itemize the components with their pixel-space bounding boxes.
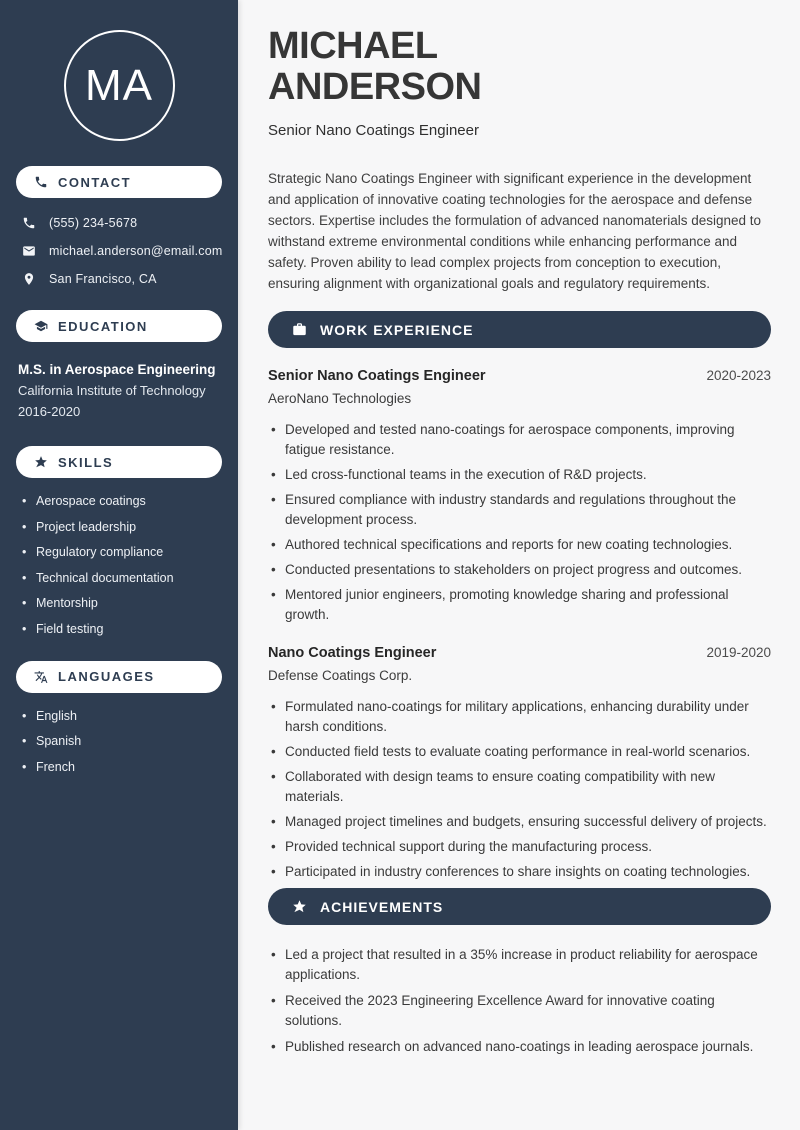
achievements-section-title: ACHIEVEMENTS — [320, 898, 444, 915]
contact-list — [16, 215, 222, 286]
job-dates: 2020-2023 — [706, 368, 771, 383]
job-entry — [268, 645, 771, 882]
avatar — [64, 30, 175, 141]
education-years: 2016-2020 — [18, 404, 81, 419]
job-header — [268, 645, 771, 661]
job-company: AeroNano Technologies — [268, 391, 412, 406]
achievements-list — [268, 945, 771, 1057]
job-bullets — [268, 420, 771, 625]
education-section-title: EDUCATION — [58, 318, 148, 334]
job-bullet: • Mentored junior engineers, promoting knowledge sharing and professional growth. — [268, 585, 771, 625]
contact-email-value: michael.anderson@email.com — [49, 243, 223, 258]
job-bullet: • Provided technical support during the manufacturing process. — [268, 837, 771, 857]
job-bullet: • Collaborated with design teams to ensure coating compatibility with new materials. — [268, 767, 771, 807]
job-header — [268, 368, 771, 384]
phone-icon — [34, 175, 48, 189]
contact-location-value: San Francisco, CA — [49, 271, 157, 286]
job-company: Defense Coatings Corp. — [268, 668, 413, 683]
skills-section-header — [16, 446, 222, 478]
main-content — [238, 0, 800, 1130]
job-title: Senior Nano Coatings Engineer — [268, 368, 486, 384]
language-item: • French — [22, 759, 222, 775]
contact-section-title: CONTACT — [58, 174, 132, 190]
achievement-bullet: • Led a project that resulted in a 35% increase in product reliability for aerospace applications. — [268, 945, 771, 985]
job-bullet: • Led cross-functional teams in the execution of R&D projects. — [268, 465, 771, 485]
education-section-header — [16, 310, 222, 342]
language-item: • Spanish — [22, 733, 222, 749]
languages-list — [16, 708, 222, 775]
translate-icon — [34, 670, 48, 684]
language-item: • English — [22, 708, 222, 724]
job-bullet: • Participated in industry conferences to share insights on coating technologies. — [268, 862, 771, 882]
skill-item: • Aerospace coatings — [22, 493, 222, 509]
job-bullet: • Ensured compliance with industry standards and regulations throughout the development process. — [268, 490, 771, 530]
contact-location-row — [22, 271, 222, 286]
skills-list — [16, 493, 222, 637]
job-bullet: • Conducted presentations to stakeholders on project progress and outcomes. — [268, 560, 771, 580]
skill-item: • Technical documentation — [22, 570, 222, 586]
job-bullet: • Developed and tested nano-coatings for aerospace components, improving fatigue resistance. — [268, 420, 771, 460]
skill-item: • Field testing — [22, 621, 222, 637]
achievements-section-header — [268, 888, 771, 925]
skill-item: • Regulatory compliance — [22, 544, 222, 560]
job-bullet: • Conducted field tests to evaluate coating performance in real-world scenarios. — [268, 742, 771, 762]
job-bullet: • Managed project timelines and budgets, ensuring successful delivery of projects. — [268, 812, 771, 832]
contact-phone-row — [22, 215, 222, 230]
job-title: Nano Coatings Engineer — [268, 645, 437, 661]
achievement-bullet: • Published research on advanced nano-coatings in leading aerospace journals. — [268, 1037, 771, 1057]
skills-section-title: SKILLS — [58, 454, 114, 470]
star-icon — [292, 899, 307, 914]
job-bullets — [268, 697, 771, 882]
candidate-first-name: MICHAEL — [268, 25, 438, 67]
star-icon — [34, 455, 48, 469]
languages-section-title: LANGUAGES — [58, 669, 155, 684]
job-dates: 2019-2020 — [706, 645, 771, 660]
contact-phone-value: (555) 234-5678 — [49, 215, 138, 230]
work-experience-section-title: WORK EXPERIENCE — [320, 321, 474, 338]
skill-item: • Project leadership — [22, 519, 222, 535]
candidate-headline: Senior Nano Coatings Engineer — [268, 122, 479, 139]
skill-item: • Mentorship — [22, 595, 222, 611]
contact-email-row — [22, 243, 222, 258]
candidate-last-name: ANDERSON — [268, 66, 482, 108]
profile-summary: Strategic Nano Coatings Engineer with significant experience in the development and application of innovative coating technologies for the aerospace and defense sectors. Expertise includes the formulation of advanced nanomaterials designed to withstand extreme environmental conditions while enhancing performance and safety. Proven ability to lead complex projects from conception to execution, ensuring alignment with organizational goals and regulatory requirements. — [268, 171, 762, 291]
email-icon — [22, 244, 36, 258]
location-icon — [22, 272, 36, 286]
contact-section-header — [16, 166, 222, 198]
education-school: California Institute of Technology — [18, 383, 206, 398]
work-experience-section-header — [268, 311, 771, 348]
achievement-bullet: • Received the 2023 Engineering Excellence Award for innovative coating solutions. — [268, 991, 771, 1031]
education-degree: M.S. in Aerospace Engineering — [18, 362, 216, 377]
job-entry — [268, 368, 771, 625]
briefcase-icon — [292, 322, 307, 337]
job-bullet: • Formulated nano-coatings for military applications, enhancing durability under harsh conditions. — [268, 697, 771, 737]
sidebar — [0, 0, 238, 1130]
jobs-list — [268, 368, 771, 882]
job-bullet: • Authored technical specifications and reports for new coating technologies. — [268, 535, 771, 555]
phone-icon — [22, 216, 36, 230]
graduation-cap-icon — [34, 319, 48, 333]
languages-section-header — [16, 661, 222, 693]
candidate-name — [268, 26, 771, 108]
avatar-initials: MA — [85, 60, 153, 110]
education-entry — [16, 359, 222, 422]
